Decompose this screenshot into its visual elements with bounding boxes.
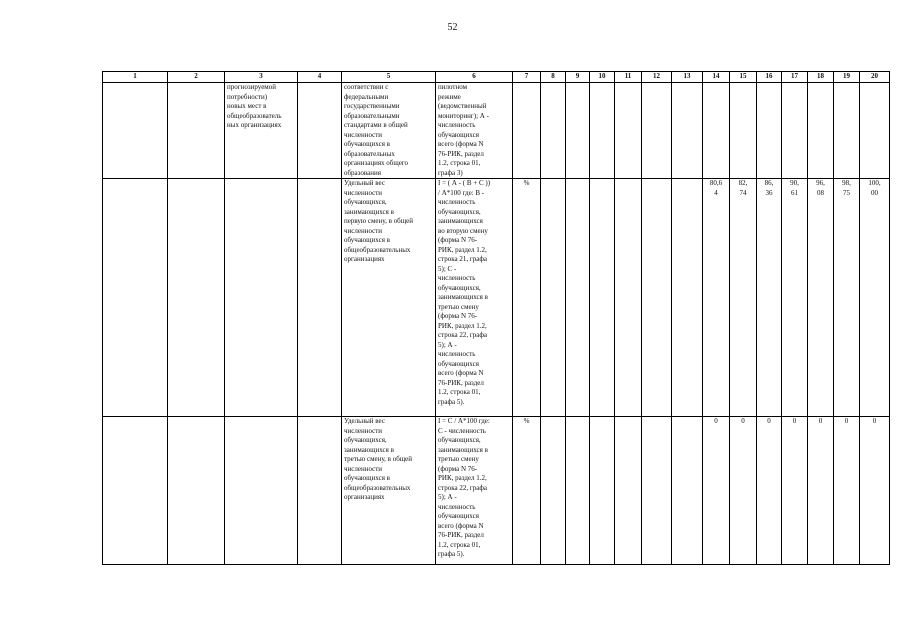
table-row xyxy=(103,83,890,179)
table-row xyxy=(103,417,890,565)
table-cell xyxy=(168,417,225,565)
column-header: 17 xyxy=(782,72,808,83)
table-cell xyxy=(298,417,342,565)
value-cell xyxy=(757,83,782,179)
formula-cell: пилотном режиме (ведомственный мониторинг); А - численность обучающихся всего (форма N 76-РИК, раздел 1.2, строка 01, графа 3) xyxy=(436,83,513,179)
value-cell xyxy=(808,83,834,179)
column-header: 10 xyxy=(590,72,615,83)
unit-cell xyxy=(513,83,541,179)
table-cell xyxy=(566,83,590,179)
table-cell xyxy=(566,417,590,565)
table-cell xyxy=(615,83,642,179)
formula-cell: I = С / А*100 где: С - численность обучающихся, занимающихся в третью смену (форма N 76- РИК, раздел 1.2, строка 22, графа 5); А - численность обучающихся всего (форма N 76-РИК, раздел 1.2, строка 01, графа 5). xyxy=(436,417,513,565)
value-cell: 98, 75 xyxy=(834,179,860,417)
unit-cell: % xyxy=(513,417,541,565)
column-header: 16 xyxy=(757,72,782,83)
indicators-table xyxy=(102,71,890,565)
table-cell xyxy=(298,179,342,417)
column-header: 8 xyxy=(541,72,566,83)
value-cell: 0 xyxy=(730,417,757,565)
table-cell xyxy=(541,417,566,565)
value-cell: 0 xyxy=(782,417,808,565)
value-cell xyxy=(782,83,808,179)
table-cell xyxy=(225,417,298,565)
table-cell xyxy=(566,179,590,417)
table-cell xyxy=(672,179,703,417)
table-cell xyxy=(590,83,615,179)
column-header: 3 xyxy=(225,72,298,83)
indicator-goal-cell: прогнозируемой потребности) новых мест в общеобразователь ных организациях xyxy=(225,83,298,179)
table-cell xyxy=(103,417,168,565)
value-cell: 0 xyxy=(808,417,834,565)
column-header: 11 xyxy=(615,72,642,83)
table-cell xyxy=(642,179,672,417)
table-cell xyxy=(590,179,615,417)
table-cell xyxy=(672,83,703,179)
value-cell: 90, 61 xyxy=(782,179,808,417)
column-header: 15 xyxy=(730,72,757,83)
table-cell xyxy=(298,83,342,179)
table-cell xyxy=(615,179,642,417)
table-cell xyxy=(168,83,225,179)
column-header: 4 xyxy=(298,72,342,83)
column-header: 7 xyxy=(513,72,541,83)
table-row xyxy=(103,179,890,417)
table-cell xyxy=(615,417,642,565)
table-cell xyxy=(103,179,168,417)
table-cell xyxy=(672,417,703,565)
indicator-name-cell: Удельный вес численности обучающихся, занимающихся в третью смену, в общей численности обучающихся в общеобразовательных организациях xyxy=(342,417,436,565)
formula-cell: I = ( А - ( В + С )) / А*100 где: В - численность обучающихся, занимающихся во вторую смену (форма N 76- РИК, раздел 1.2, строка 21, графа 5); С - численность обучающихся, занимающихся в третью смену (форма N 76- РИК, раздел 1.2, строка 22, графа 5); А - численность обучающихся всего (форма N 76-РИК, раздел 1.2, строка 01, графа 5). xyxy=(436,179,513,417)
value-cell: 0 xyxy=(703,417,730,565)
value-cell: 80,6 4 xyxy=(703,179,730,417)
value-cell xyxy=(860,83,890,179)
table-cell xyxy=(103,83,168,179)
column-header: 20 xyxy=(860,72,890,83)
value-cell xyxy=(703,83,730,179)
column-header: 1 xyxy=(103,72,168,83)
table-cell xyxy=(541,83,566,179)
value-cell: 86, 36 xyxy=(757,179,782,417)
table-cell xyxy=(590,417,615,565)
column-header: 12 xyxy=(642,72,672,83)
indicator-name-cell: соответствии с федеральными государственными образовательными стандартами в общей численности обучающихся в образовательных организациях общего образования xyxy=(342,83,436,179)
column-header: 19 xyxy=(834,72,860,83)
indicator-name-cell: Удельный вес численности обучающихся, занимающихся в первую смену, в общей численности обучающихся в общеобразовательных организациях xyxy=(342,179,436,417)
unit-cell: % xyxy=(513,179,541,417)
value-cell: 0 xyxy=(757,417,782,565)
column-header: 2 xyxy=(168,72,225,83)
table-cell xyxy=(225,179,298,417)
column-header: 5 xyxy=(342,72,436,83)
value-cell: 100, 00 xyxy=(860,179,890,417)
value-cell: 0 xyxy=(834,417,860,565)
column-header: 14 xyxy=(703,72,730,83)
column-header: 9 xyxy=(566,72,590,83)
header-row xyxy=(103,72,890,83)
table-cell xyxy=(168,179,225,417)
value-cell xyxy=(730,83,757,179)
column-header: 13 xyxy=(672,72,703,83)
value-cell: 0 xyxy=(860,417,890,565)
table-cell xyxy=(642,83,672,179)
table-cell xyxy=(541,179,566,417)
table-cell xyxy=(642,417,672,565)
value-cell: 96, 08 xyxy=(808,179,834,417)
column-header: 6 xyxy=(436,72,513,83)
value-cell: 82, 74 xyxy=(730,179,757,417)
value-cell xyxy=(834,83,860,179)
page-number: 52 xyxy=(447,22,458,33)
column-header: 18 xyxy=(808,72,834,83)
